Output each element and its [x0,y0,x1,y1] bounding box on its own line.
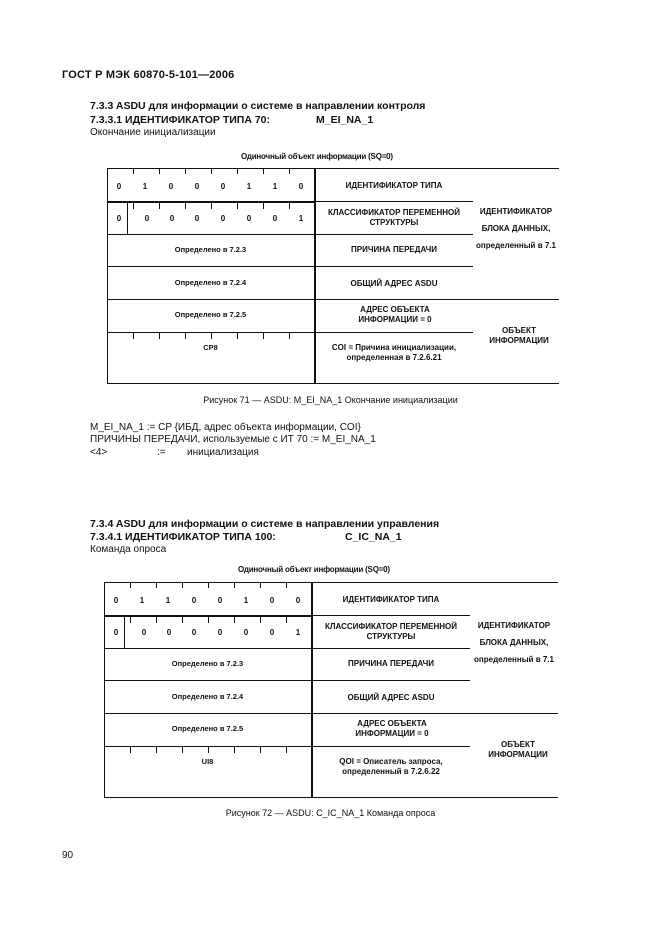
table-title: Одиночный объект информации (SQ=0) [241,152,393,161]
asdu-table [107,168,559,384]
figure-caption: Рисунок 72 — ASDU: C_IC_NA_1 Команда опроса [225,808,436,818]
common-address-defined-label: Определено в 7.2.4 [174,278,247,287]
ioa-defined-label: Определено в 7.2.5 [171,724,244,733]
bit-8: 0 [113,596,119,605]
bit-1: 1 [298,214,304,223]
ioa-label: АДРЕС ОБЪЕКТА ИНФОРМАЦИИ = 0 [355,719,429,738]
vsq-label: КЛАССИФИКАТОР ПЕРЕМЕННОЙ СТРУКТУРЫ [325,622,457,641]
common-address-defined-label: Определено в 7.2.4 [171,692,244,701]
element-type-label: CP8 [203,343,218,352]
type-identifier-code: C_IC_NA_1 [345,531,402,543]
bit-4: 0 [220,214,226,223]
bit-2: 1 [272,182,278,191]
common-address-label: ОБЩИЙ АДРЕС ASDU [350,279,438,288]
section-title: 7.3.3 ASDU для информации о системе в направлении контроля [90,100,426,112]
bit-2: 0 [269,628,275,637]
element-type-label: UI8 [201,757,214,766]
formula-definition: M_EI_NA_1 := CP {ИБД, адрес объекта информации, COI} [90,422,361,433]
bit-5: 0 [194,214,200,223]
description: Команда опроса [90,544,167,555]
bit-4: 0 [217,628,223,637]
info-object-group-label: ОБЪЕКТ ИНФОРМАЦИИ [488,740,548,759]
cot-label: ПРИЧИНА ПЕРЕДАЧИ [348,659,434,668]
ioa-label: АДРЕС ОБЪЕКТА ИНФОРМАЦИИ = 0 [358,305,432,324]
subsection-title: 7.3.4.1 ИДЕНТИФИКАТОР ТИПА 100: [90,531,276,543]
bit-8: 0 [116,182,122,191]
bit-5: 0 [191,628,197,637]
bit-1: 0 [298,182,304,191]
bit-7: 1 [142,182,148,191]
bit-2: 0 [269,596,275,605]
data-unit-id-group-label: ИДЕНТИФИКАТОР БЛОКА ДАННЫХ, определенный в 7.1 [474,621,554,664]
bit-1: 1 [295,628,301,637]
bit-3: 0 [246,214,252,223]
bit-8: 0 [116,214,122,223]
bit-4: 0 [220,182,226,191]
cot-code: <4> [90,447,108,458]
qoi-label: QOI = Описатель запроса, определенный в 7.2.6.22 [339,757,443,776]
coi-label: COI = Причина инициализации, определенная в 7.2.6.21 [331,343,457,362]
bit-1: 0 [295,596,301,605]
common-address-label: ОБЩИЙ АДРЕС ASDU [347,693,435,702]
bit-7: 0 [144,214,150,223]
type-identifier-code: M_EI_NA_1 [316,114,374,126]
bit-3: 0 [243,628,249,637]
page-number: 90 [62,850,74,861]
table-title: Одиночный объект информации (SQ=0) [238,565,390,574]
bit-4: 0 [217,596,223,605]
standard-header: ГОСТ Р МЭК 60870-5-101—2006 [62,69,235,81]
ioa-defined-label: Определено в 7.2.5 [174,310,247,319]
bit-3: 1 [243,596,249,605]
formula-cot: ПРИЧИНЫ ПЕРЕДАЧИ, используемые с ИТ 70 := M_EI_NA_1 [90,434,376,445]
bit-6: 0 [166,628,172,637]
bit-7: 0 [141,628,147,637]
asdu-table [104,582,558,798]
description: Окончание инициализации [90,127,216,138]
bit-6: 0 [169,214,175,223]
bit-3: 1 [246,182,252,191]
cot-label: ПРИЧИНА ПЕРЕДАЧИ [351,245,437,254]
bit-6: 1 [165,596,171,605]
bit-8: 0 [113,628,119,637]
assign-symbol: := [157,447,166,458]
subsection-title: 7.3.3.1 ИДЕНТИФИКАТОР ТИПА 70: [90,114,271,126]
info-object-group-label: ОБЪЕКТ ИНФОРМАЦИИ [489,326,549,345]
bit-5: 0 [194,182,200,191]
cot-defined-label: Определено в 7.2.3 [174,245,247,254]
cot-defined-label: Определено в 7.2.3 [171,659,244,668]
type-id-label: ИДЕНТИФИКАТОР ТИПА [345,181,443,190]
data-unit-id-group-label: ИДЕНТИФИКАТОР БЛОКА ДАННЫХ, определенный в 7.1 [476,207,556,250]
type-id-label: ИДЕНТИФИКАТОР ТИПА [342,595,440,604]
bit-6: 0 [168,182,174,191]
bit-7: 1 [139,596,145,605]
section-title: 7.3.4 ASDU для информации о системе в направлении управления [90,518,440,530]
bit-5: 0 [191,596,197,605]
cot-meaning: инициализация [187,447,259,458]
vsq-label: КЛАССИФИКАТОР ПЕРЕМЕННОЙ СТРУКТУРЫ [328,208,460,227]
figure-caption: Рисунок 71 — ASDU: M_EI_NA_1 Окончание инициализации [203,395,458,405]
bit-2: 0 [272,214,278,223]
